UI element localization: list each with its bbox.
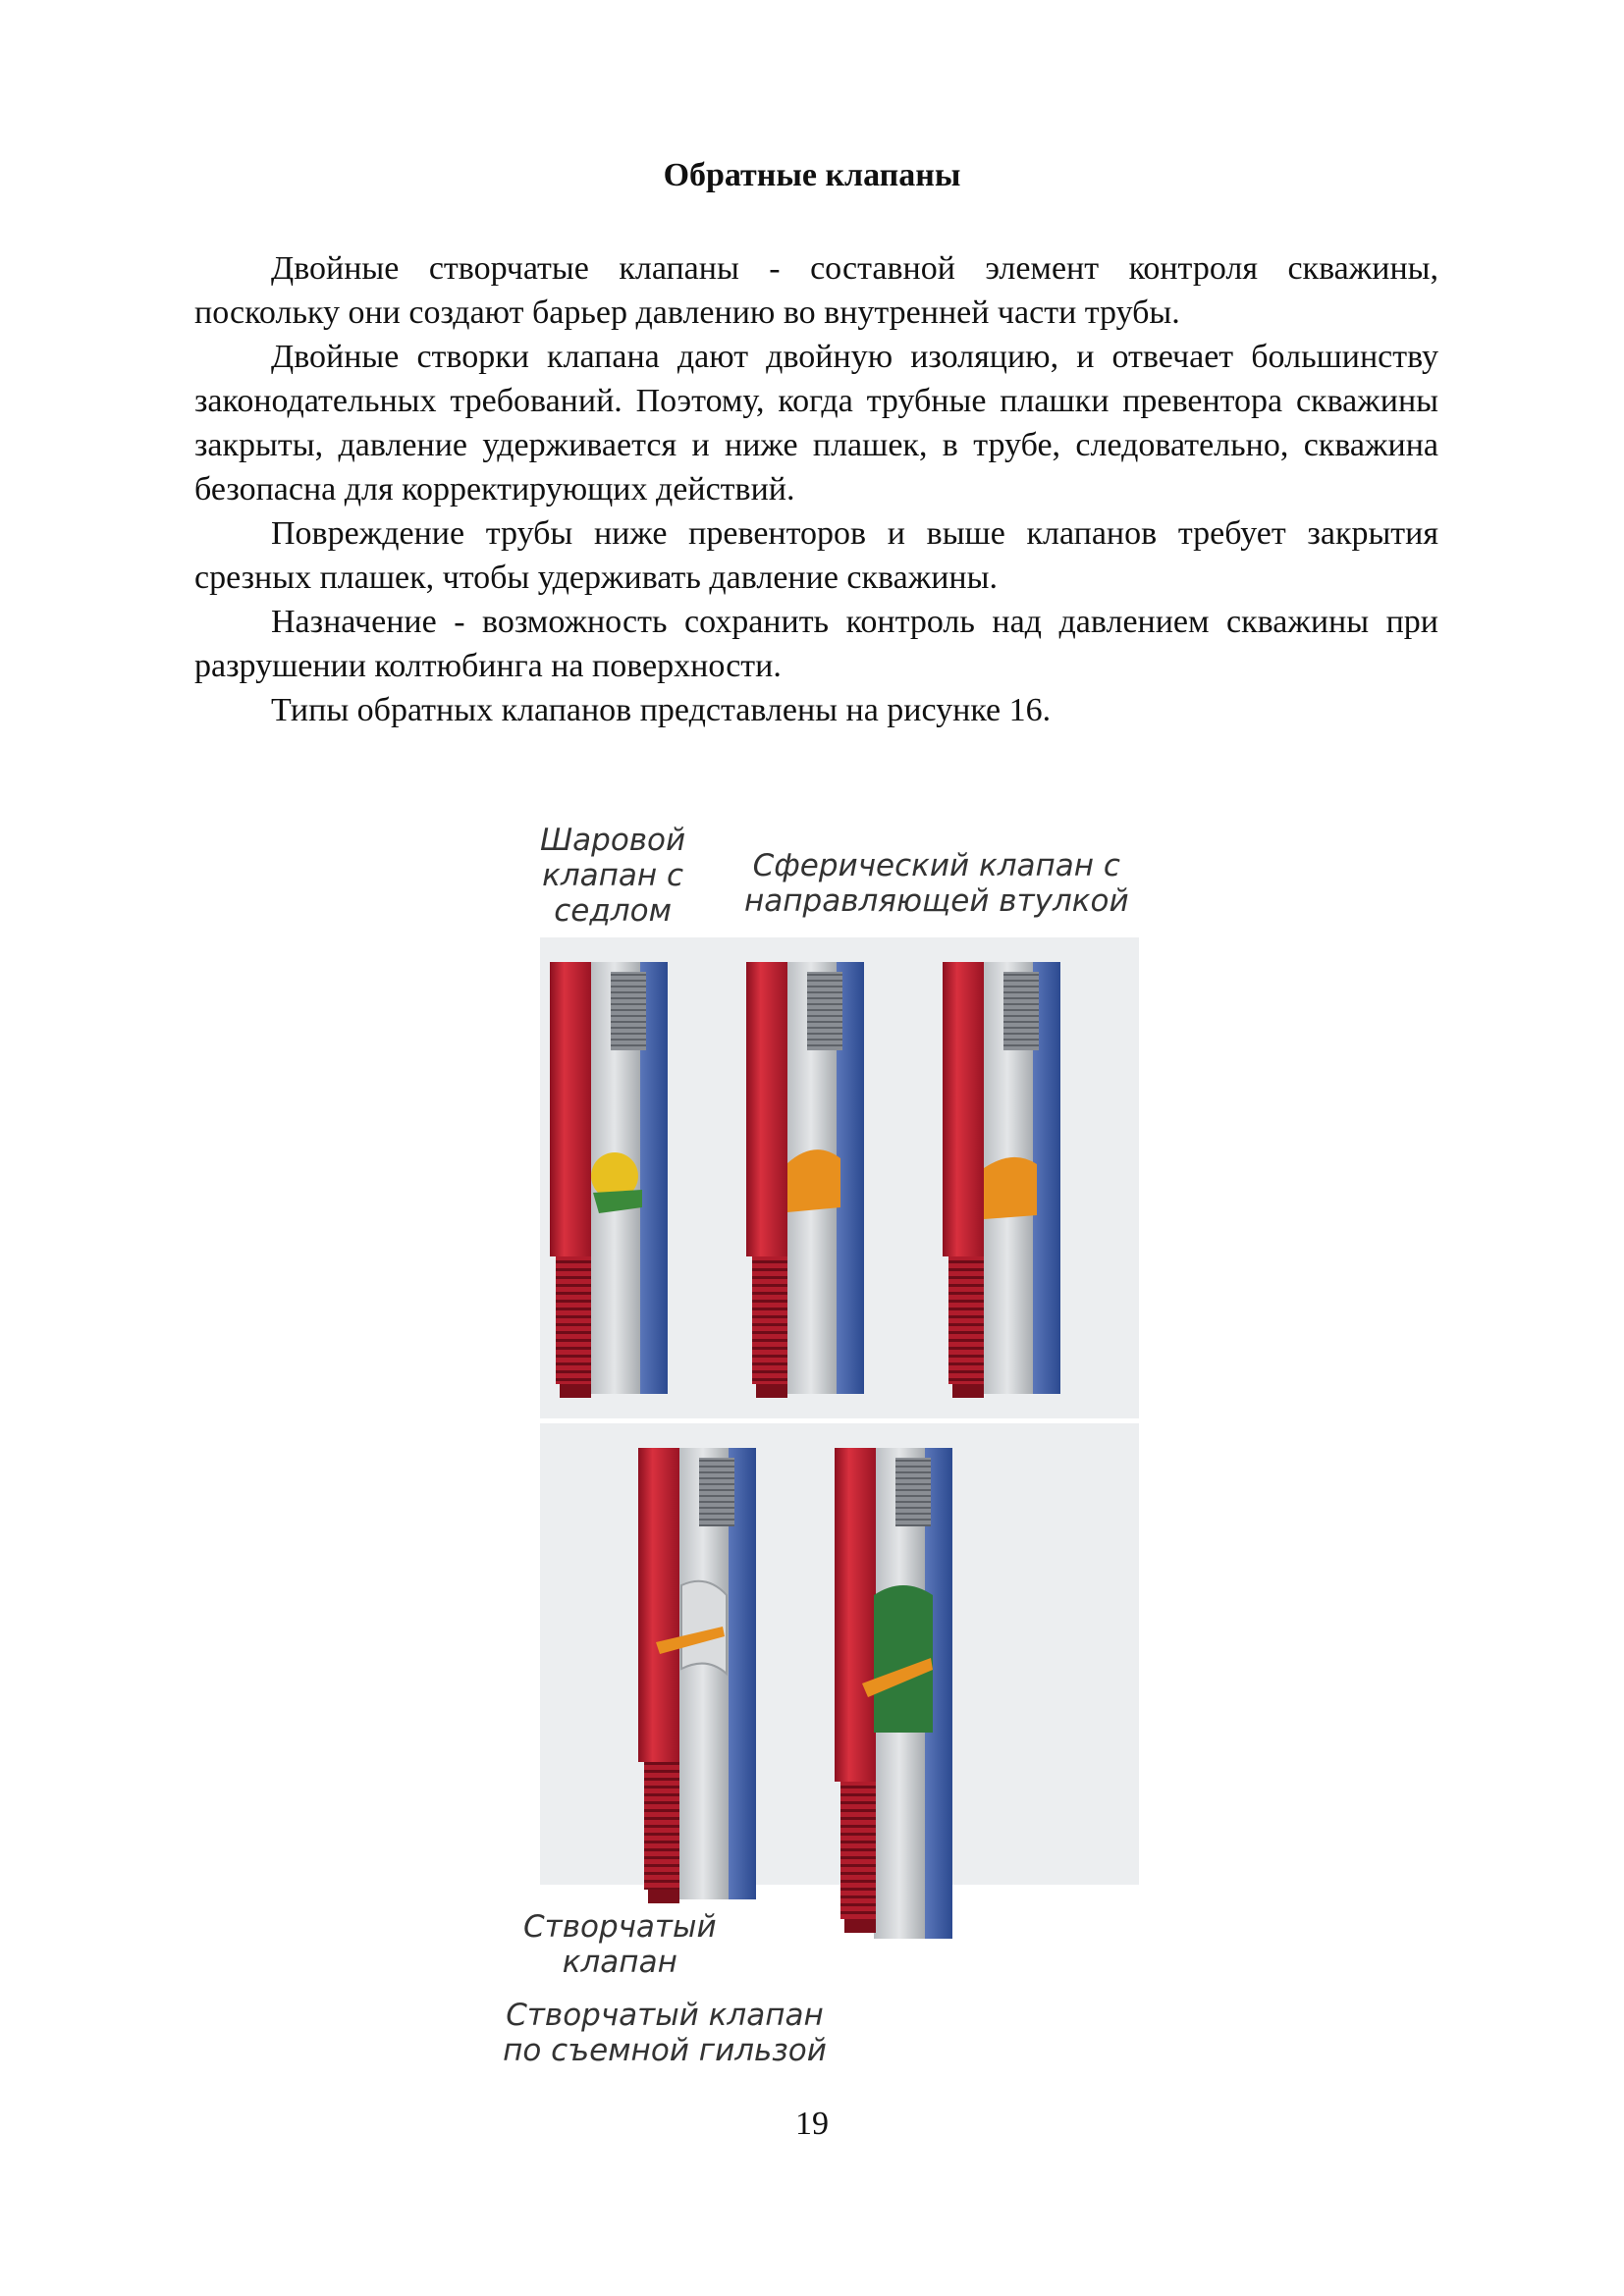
body	[550, 962, 591, 1256]
body	[638, 1448, 679, 1762]
box-thread	[807, 972, 842, 1050]
caption-line: Сферический клапан с	[752, 848, 1120, 883]
box-thread	[895, 1458, 931, 1526]
caption-line: Створчатый	[523, 1909, 717, 1945]
caption-line: Шаровой	[540, 823, 686, 858]
caption-line: клапан	[562, 1945, 677, 1980]
pin-thread	[840, 1782, 876, 1919]
valve-spherical-guide-2	[943, 962, 1060, 1398]
valve-ball-seat	[550, 962, 668, 1398]
pin-thread	[752, 1256, 787, 1384]
caption-line: направляющей втулкой	[744, 883, 1129, 919]
caption-line: клапан с	[542, 858, 684, 893]
paragraph: Типы обратных клапанов представлены на рисунке 16.	[271, 692, 1052, 728]
background-gap	[540, 1418, 1090, 1423]
paragraph: Назначение - возможность сохранить контроль над давлением скважины при разрушении колтюбинга на поверхности.	[194, 604, 1438, 684]
paragraph: Повреждение трубы ниже превенторов и выше клапанов требует закрытия срезных плашек, чтобы удерживать давление скважины.	[194, 515, 1438, 596]
valve-flapper	[638, 1448, 756, 1903]
pin-thread	[644, 1762, 679, 1890]
box-thread	[1003, 972, 1039, 1050]
caption-line: Створчатый клапан	[506, 1998, 824, 2033]
background-gap	[766, 1944, 835, 1988]
box-thread	[699, 1458, 734, 1526]
body	[943, 962, 984, 1256]
caption-line: седлом	[554, 893, 672, 929]
page-number: 19	[795, 2106, 829, 2142]
paragraph: Двойные створки клапана дают двойную изоляцию, и отвечает большинству законодательных требований. Поэтому, когда трубные плашки превентора скважины закрыты, давление удерживается и ниже плашек, в трубе, следовательно, скважина безопасна для корректирующих действий.	[194, 339, 1438, 507]
caption-line: по съемной гильзой	[503, 2033, 827, 2068]
spherical-valve	[984, 1157, 1037, 1219]
caption-flapper-removable-sleeve	[493, 1998, 837, 2068]
valve-flapper-removable-sleeve	[835, 1448, 952, 1939]
paragraph: Двойные створчатые клапаны - составной элемент контроля скважины, поскольку они создают барьер давлению во внутренней части трубы.	[194, 250, 1438, 331]
valve-spherical-guide	[746, 962, 864, 1398]
body	[835, 1448, 876, 1782]
page-title: Обратные клапаны	[663, 157, 961, 193]
body-text	[194, 246, 1438, 732]
pin-thread	[556, 1256, 591, 1384]
box-thread	[611, 972, 646, 1050]
valve-illustrations	[491, 825, 1139, 2002]
pin-thread	[948, 1256, 984, 1384]
figure-check-valves	[491, 823, 1139, 2068]
removable-sleeve	[874, 1585, 933, 1733]
spherical-valve	[787, 1149, 840, 1212]
body	[746, 962, 787, 1256]
